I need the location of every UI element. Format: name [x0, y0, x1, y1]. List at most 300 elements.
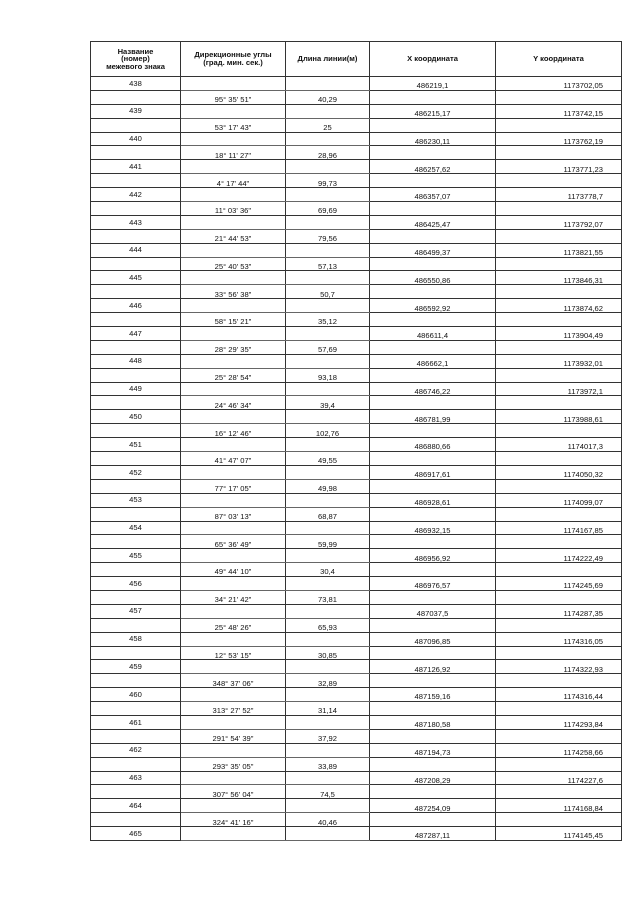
empty-x-cell — [370, 535, 496, 549]
directional-angle-cell: 25° 48' 26" — [181, 618, 286, 632]
table-header-row — [91, 42, 622, 77]
x-coordinate-cell: 487254,09 — [370, 799, 496, 813]
header-directional-angle: Дирекционные углы (град. мин. сек.) — [181, 42, 286, 77]
empty-x-cell — [370, 507, 496, 521]
table-row-segment — [91, 146, 622, 160]
point-number-cell: 445 — [91, 271, 181, 285]
y-coordinate-cell: 1173778,7 — [496, 188, 622, 202]
empty-y-cell — [496, 590, 622, 604]
directional-angle-cell: 21° 44' 53" — [181, 229, 286, 243]
table-row-point — [91, 715, 622, 729]
empty-x-cell — [370, 340, 496, 354]
point-number-cell: 447 — [91, 327, 181, 341]
point-number-cell: 459 — [91, 660, 181, 674]
point-number-cell: 443 — [91, 215, 181, 229]
y-coordinate-cell: 1174050,32 — [496, 465, 622, 479]
empty-angle-cell — [181, 521, 286, 535]
point-number-cell: 463 — [91, 771, 181, 785]
x-coordinate-cell: 487037,5 — [370, 604, 496, 618]
empty-number-cell — [91, 563, 181, 577]
y-coordinate-cell: 1174316,05 — [496, 632, 622, 646]
empty-number-cell — [91, 257, 181, 271]
empty-number-cell — [91, 118, 181, 132]
empty-number-cell — [91, 729, 181, 743]
empty-number-cell — [91, 618, 181, 632]
line-length-cell: 74,5 — [286, 785, 370, 799]
empty-y-cell — [496, 229, 622, 243]
empty-angle-cell — [181, 382, 286, 396]
table-row-point — [91, 327, 622, 341]
y-coordinate-cell: 1173771,23 — [496, 160, 622, 174]
directional-angle-cell: 12° 53' 15" — [181, 646, 286, 660]
point-number-cell: 458 — [91, 632, 181, 646]
table-row-point — [91, 465, 622, 479]
x-coordinate-cell: 486357,07 — [370, 188, 496, 202]
empty-length-cell — [286, 493, 370, 507]
empty-x-cell — [370, 174, 496, 188]
empty-x-cell — [370, 785, 496, 799]
y-coordinate-cell: 1174099,07 — [496, 493, 622, 507]
empty-number-cell — [91, 174, 181, 188]
directional-angle-cell: 28° 29' 35" — [181, 340, 286, 354]
empty-angle-cell — [181, 354, 286, 368]
empty-y-cell — [496, 813, 622, 827]
y-coordinate-cell: 1174222,49 — [496, 549, 622, 563]
table-row-segment — [91, 535, 622, 549]
empty-length-cell — [286, 604, 370, 618]
line-length-cell: 35,12 — [286, 313, 370, 327]
empty-number-cell — [91, 146, 181, 160]
line-length-cell: 37,92 — [286, 729, 370, 743]
table-row-segment — [91, 396, 622, 410]
point-number-cell: 455 — [91, 549, 181, 563]
y-coordinate-cell: 1173988,61 — [496, 410, 622, 424]
y-coordinate-cell: 1174145,45 — [496, 827, 622, 841]
empty-y-cell — [496, 785, 622, 799]
empty-x-cell — [370, 729, 496, 743]
table-row-segment — [91, 202, 622, 216]
empty-length-cell — [286, 660, 370, 674]
empty-angle-cell — [181, 438, 286, 452]
empty-x-cell — [370, 368, 496, 382]
point-number-cell: 453 — [91, 493, 181, 507]
table-row-point — [91, 438, 622, 452]
point-number-cell: 448 — [91, 354, 181, 368]
table-row-segment — [91, 340, 622, 354]
line-length-cell: 79,56 — [286, 229, 370, 243]
empty-angle-cell — [181, 77, 286, 91]
point-number-cell: 456 — [91, 577, 181, 591]
x-coordinate-cell: 487287,11 — [370, 827, 496, 841]
point-number-cell: 457 — [91, 604, 181, 618]
x-coordinate-cell: 487194,73 — [370, 743, 496, 757]
empty-length-cell — [286, 465, 370, 479]
empty-length-cell — [286, 354, 370, 368]
x-coordinate-cell: 486976,57 — [370, 577, 496, 591]
point-number-cell: 441 — [91, 160, 181, 174]
table-row-point — [91, 632, 622, 646]
directional-angle-cell: 49° 44' 10" — [181, 563, 286, 577]
directional-angle-cell: 41° 47' 07" — [181, 452, 286, 466]
empty-length-cell — [286, 215, 370, 229]
empty-length-cell — [286, 271, 370, 285]
y-coordinate-cell: 1174287,35 — [496, 604, 622, 618]
table-row-point — [91, 827, 622, 841]
directional-angle-cell: 18° 11' 27" — [181, 146, 286, 160]
empty-number-cell — [91, 479, 181, 493]
empty-number-cell — [91, 590, 181, 604]
empty-y-cell — [496, 507, 622, 521]
empty-angle-cell — [181, 160, 286, 174]
empty-angle-cell — [181, 771, 286, 785]
empty-number-cell — [91, 757, 181, 771]
empty-x-cell — [370, 313, 496, 327]
empty-y-cell — [496, 618, 622, 632]
empty-length-cell — [286, 577, 370, 591]
empty-length-cell — [286, 132, 370, 146]
y-coordinate-cell: 1174258,66 — [496, 743, 622, 757]
empty-x-cell — [370, 452, 496, 466]
empty-length-cell — [286, 771, 370, 785]
table-row-segment — [91, 757, 622, 771]
empty-angle-cell — [181, 465, 286, 479]
empty-x-cell — [370, 563, 496, 577]
line-length-cell: 33,89 — [286, 757, 370, 771]
empty-number-cell — [91, 813, 181, 827]
empty-y-cell — [496, 368, 622, 382]
empty-length-cell — [286, 632, 370, 646]
line-length-cell: 102,76 — [286, 424, 370, 438]
empty-angle-cell — [181, 577, 286, 591]
header-line-length: Длина линии(м) — [286, 42, 370, 77]
empty-x-cell — [370, 618, 496, 632]
empty-length-cell — [286, 688, 370, 702]
directional-angle-cell: 348° 37' 06" — [181, 674, 286, 688]
x-coordinate-cell: 486425,47 — [370, 215, 496, 229]
line-length-cell: 40,29 — [286, 90, 370, 104]
point-number-cell: 465 — [91, 827, 181, 841]
table-row-segment — [91, 479, 622, 493]
empty-y-cell — [496, 535, 622, 549]
empty-x-cell — [370, 285, 496, 299]
empty-angle-cell — [181, 604, 286, 618]
table-row-point — [91, 382, 622, 396]
table-row-point — [91, 743, 622, 757]
empty-length-cell — [286, 549, 370, 563]
table-row-segment — [91, 118, 622, 132]
table-row-segment — [91, 424, 622, 438]
line-length-cell: 49,98 — [286, 479, 370, 493]
empty-x-cell — [370, 702, 496, 716]
empty-y-cell — [496, 674, 622, 688]
x-coordinate-cell: 487096,85 — [370, 632, 496, 646]
empty-angle-cell — [181, 188, 286, 202]
empty-angle-cell — [181, 743, 286, 757]
table-row-segment — [91, 257, 622, 271]
empty-x-cell — [370, 674, 496, 688]
point-number-cell: 450 — [91, 410, 181, 424]
directional-angle-cell: 11° 03' 36" — [181, 202, 286, 216]
y-coordinate-cell: 1174167,85 — [496, 521, 622, 535]
empty-number-cell — [91, 396, 181, 410]
header-x-coordinate: X координата — [370, 42, 496, 77]
empty-length-cell — [286, 104, 370, 118]
empty-angle-cell — [181, 104, 286, 118]
y-coordinate-cell: 1174168,84 — [496, 799, 622, 813]
empty-y-cell — [496, 646, 622, 660]
table-row-point — [91, 660, 622, 674]
point-number-cell: 462 — [91, 743, 181, 757]
table-row-segment — [91, 313, 622, 327]
y-coordinate-cell: 1173792,07 — [496, 215, 622, 229]
table-row-segment — [91, 174, 622, 188]
empty-x-cell — [370, 813, 496, 827]
empty-angle-cell — [181, 243, 286, 257]
x-coordinate-cell: 486746,22 — [370, 382, 496, 396]
table-row-segment — [91, 590, 622, 604]
empty-y-cell — [496, 396, 622, 410]
x-coordinate-cell: 486662,1 — [370, 354, 496, 368]
empty-angle-cell — [181, 660, 286, 674]
y-coordinate-cell: 1174245,69 — [496, 577, 622, 591]
x-coordinate-cell: 487208,29 — [370, 771, 496, 785]
table-row-segment — [91, 785, 622, 799]
table-row-segment — [91, 702, 622, 716]
directional-angle-cell: 58° 15' 21" — [181, 313, 286, 327]
empty-angle-cell — [181, 827, 286, 841]
empty-number-cell — [91, 702, 181, 716]
y-coordinate-cell: 1173742,15 — [496, 104, 622, 118]
empty-x-cell — [370, 590, 496, 604]
table-row-point — [91, 688, 622, 702]
table-row-point — [91, 299, 622, 313]
empty-x-cell — [370, 479, 496, 493]
line-length-cell: 28,96 — [286, 146, 370, 160]
y-coordinate-cell: 1173821,55 — [496, 243, 622, 257]
line-length-cell: 30,4 — [286, 563, 370, 577]
x-coordinate-cell: 486219,1 — [370, 77, 496, 91]
empty-number-cell — [91, 535, 181, 549]
point-number-cell: 460 — [91, 688, 181, 702]
empty-y-cell — [496, 340, 622, 354]
directional-angle-cell: 16° 12' 46" — [181, 424, 286, 438]
point-number-cell: 439 — [91, 104, 181, 118]
empty-angle-cell — [181, 327, 286, 341]
table-row-segment — [91, 674, 622, 688]
empty-angle-cell — [181, 799, 286, 813]
empty-x-cell — [370, 646, 496, 660]
table-row-point — [91, 243, 622, 257]
empty-number-cell — [91, 646, 181, 660]
y-coordinate-cell: 1173972,1 — [496, 382, 622, 396]
empty-angle-cell — [181, 549, 286, 563]
empty-length-cell — [286, 160, 370, 174]
empty-y-cell — [496, 313, 622, 327]
empty-length-cell — [286, 438, 370, 452]
directional-angle-cell: 53° 17' 43" — [181, 118, 286, 132]
x-coordinate-cell: 486880,66 — [370, 438, 496, 452]
empty-y-cell — [496, 257, 622, 271]
table-row-point — [91, 188, 622, 202]
y-coordinate-cell: 1173904,49 — [496, 327, 622, 341]
table-row-segment — [91, 563, 622, 577]
directional-angle-cell: 313° 27' 52" — [181, 702, 286, 716]
empty-y-cell — [496, 424, 622, 438]
empty-angle-cell — [181, 215, 286, 229]
empty-length-cell — [286, 521, 370, 535]
table-body — [91, 77, 622, 841]
empty-number-cell — [91, 229, 181, 243]
empty-number-cell — [91, 452, 181, 466]
directional-angle-cell: 293° 35' 05" — [181, 757, 286, 771]
empty-y-cell — [496, 452, 622, 466]
y-coordinate-cell: 1173762,19 — [496, 132, 622, 146]
directional-angle-cell: 87° 03' 13" — [181, 507, 286, 521]
line-length-cell: 65,93 — [286, 618, 370, 632]
point-number-cell: 452 — [91, 465, 181, 479]
empty-number-cell — [91, 285, 181, 299]
empty-x-cell — [370, 90, 496, 104]
empty-angle-cell — [181, 688, 286, 702]
empty-length-cell — [286, 382, 370, 396]
empty-number-cell — [91, 507, 181, 521]
table-row-point — [91, 132, 622, 146]
table-row-segment — [91, 618, 622, 632]
empty-number-cell — [91, 368, 181, 382]
x-coordinate-cell: 486592,92 — [370, 299, 496, 313]
empty-angle-cell — [181, 132, 286, 146]
empty-y-cell — [496, 118, 622, 132]
table-row-segment — [91, 813, 622, 827]
point-number-cell: 454 — [91, 521, 181, 535]
directional-angle-cell: 307° 56' 04" — [181, 785, 286, 799]
line-length-cell: 69,69 — [286, 202, 370, 216]
x-coordinate-cell: 486611,4 — [370, 327, 496, 341]
table-row-point — [91, 215, 622, 229]
empty-angle-cell — [181, 715, 286, 729]
table-row-segment — [91, 285, 622, 299]
empty-length-cell — [286, 188, 370, 202]
empty-y-cell — [496, 479, 622, 493]
line-length-cell: 57,69 — [286, 340, 370, 354]
directional-angle-cell: 77° 17' 05" — [181, 479, 286, 493]
empty-number-cell — [91, 785, 181, 799]
empty-number-cell — [91, 424, 181, 438]
empty-length-cell — [286, 327, 370, 341]
empty-length-cell — [286, 827, 370, 841]
table-row-point — [91, 549, 622, 563]
point-number-cell: 440 — [91, 132, 181, 146]
x-coordinate-cell: 486550,86 — [370, 271, 496, 285]
point-number-cell: 446 — [91, 299, 181, 313]
table-row-segment — [91, 507, 622, 521]
directional-angle-cell: 24° 46' 34" — [181, 396, 286, 410]
line-length-cell: 99,73 — [286, 174, 370, 188]
line-length-cell: 40,46 — [286, 813, 370, 827]
point-number-cell: 461 — [91, 715, 181, 729]
line-length-cell: 73,81 — [286, 590, 370, 604]
empty-y-cell — [496, 202, 622, 216]
directional-angle-cell: 25° 40' 53" — [181, 257, 286, 271]
directional-angle-cell: 25° 28' 54" — [181, 368, 286, 382]
x-coordinate-cell: 486257,62 — [370, 160, 496, 174]
directional-angle-cell: 95° 35' 51" — [181, 90, 286, 104]
directional-angle-cell: 324° 41' 16" — [181, 813, 286, 827]
table-row-point — [91, 771, 622, 785]
table-row-segment — [91, 229, 622, 243]
table-row-point — [91, 521, 622, 535]
y-coordinate-cell: 1174293,84 — [496, 715, 622, 729]
empty-number-cell — [91, 340, 181, 354]
header-y-coordinate: Y координата — [496, 42, 622, 77]
empty-x-cell — [370, 146, 496, 160]
empty-number-cell — [91, 313, 181, 327]
empty-length-cell — [286, 799, 370, 813]
table-row-point — [91, 493, 622, 507]
y-coordinate-cell: 1173846,31 — [496, 271, 622, 285]
table-row-point — [91, 410, 622, 424]
point-number-cell: 451 — [91, 438, 181, 452]
table-row-segment — [91, 368, 622, 382]
line-length-cell: 25 — [286, 118, 370, 132]
point-number-cell: 444 — [91, 243, 181, 257]
table-row-point — [91, 604, 622, 618]
directional-angle-cell: 34° 21' 42" — [181, 590, 286, 604]
empty-x-cell — [370, 229, 496, 243]
empty-y-cell — [496, 90, 622, 104]
empty-y-cell — [496, 285, 622, 299]
table-row-segment — [91, 90, 622, 104]
empty-angle-cell — [181, 299, 286, 313]
x-coordinate-cell: 486499,37 — [370, 243, 496, 257]
point-number-cell: 449 — [91, 382, 181, 396]
table-row-point — [91, 577, 622, 591]
x-coordinate-cell: 486215,17 — [370, 104, 496, 118]
line-length-cell: 50,7 — [286, 285, 370, 299]
table-row-point — [91, 104, 622, 118]
line-length-cell: 39,4 — [286, 396, 370, 410]
empty-x-cell — [370, 257, 496, 271]
directional-angle-cell: 65° 36' 49" — [181, 535, 286, 549]
empty-y-cell — [496, 729, 622, 743]
directional-angle-cell: 33° 56' 38" — [181, 285, 286, 299]
empty-angle-cell — [181, 410, 286, 424]
empty-x-cell — [370, 118, 496, 132]
line-length-cell: 59,99 — [286, 535, 370, 549]
empty-y-cell — [496, 563, 622, 577]
empty-number-cell — [91, 90, 181, 104]
table-row-point — [91, 77, 622, 91]
empty-x-cell — [370, 757, 496, 771]
x-coordinate-cell: 487126,92 — [370, 660, 496, 674]
empty-number-cell — [91, 674, 181, 688]
table-row-segment — [91, 729, 622, 743]
point-number-cell: 442 — [91, 188, 181, 202]
point-number-cell: 464 — [91, 799, 181, 813]
empty-y-cell — [496, 146, 622, 160]
empty-length-cell — [286, 743, 370, 757]
line-length-cell: 30,85 — [286, 646, 370, 660]
x-coordinate-cell: 487159,16 — [370, 688, 496, 702]
line-length-cell: 31,14 — [286, 702, 370, 716]
y-coordinate-cell: 1174017,3 — [496, 438, 622, 452]
table-row-point — [91, 799, 622, 813]
y-coordinate-cell: 1174316,44 — [496, 688, 622, 702]
empty-length-cell — [286, 715, 370, 729]
x-coordinate-cell: 486230,11 — [370, 132, 496, 146]
empty-y-cell — [496, 702, 622, 716]
table-row-point — [91, 160, 622, 174]
